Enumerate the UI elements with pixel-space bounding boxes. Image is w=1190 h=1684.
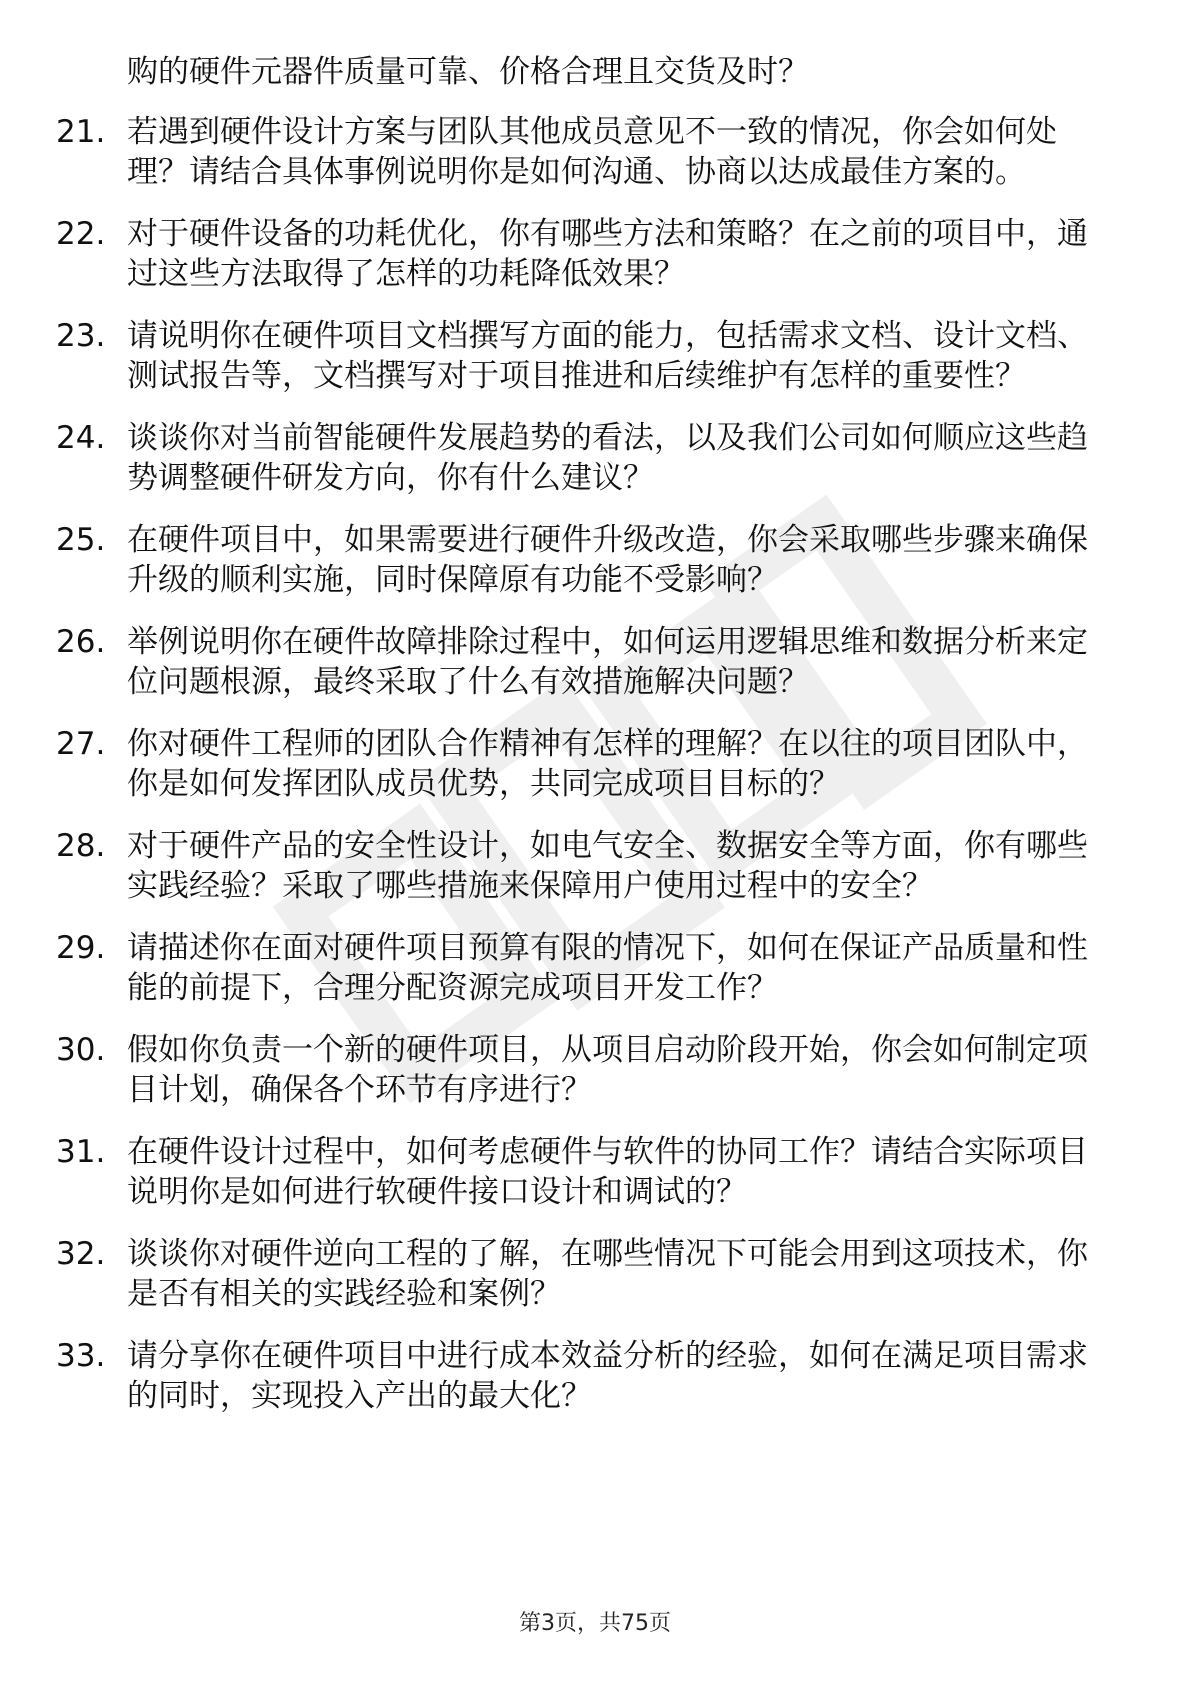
question-number: 21. [56,114,106,150]
question-text: 对于硬件设备的功耗优化，你有哪些方法和策略？在之前的项目中，通过这些方法取得了怎样的功耗降低效果？ [127,216,1088,292]
question-item [0,112,1190,192]
question-text: 在硬件设计过程中，如何考虑硬件与软件的协同工作？请结合实际项目说明你是如何进行软硬件接口设计和调试的？ [127,1134,1088,1210]
question-item [0,1336,1190,1416]
page-footer: 第3页，共75页 [519,1611,671,1636]
question-item [0,826,1190,906]
question-number: 22. [56,216,106,252]
question-item [0,418,1190,498]
question-number: 31. [56,1134,106,1170]
question-item [0,316,1190,396]
question-text: 谈谈你对当前智能硬件发展趋势的看法，以及我们公司如何顺应这些趋势调整硬件研发方向，你有什么建议？ [127,420,1088,496]
question-text: 若遇到硬件设计方案与团队其他成员意见不一致的情况，你会如何处理？请结合具体事例说明你是如何沟通、协商以达成最佳方案的。 [127,114,1057,190]
question-text: 请分享你在硬件项目中进行成本效益分析的经验，如何在满足项目需求的同时，实现投入产出的最大化？ [127,1338,1088,1414]
question-item [0,214,1190,294]
question-number: 26. [56,624,106,660]
question-list [0,112,1190,1438]
question-text: 请描述你在面对硬件项目预算有限的情况下，如何在保证产品质量和性能的前提下，合理分配资源完成项目开发工作？ [127,930,1088,1006]
question-number: 25. [56,522,106,558]
question-item [0,622,1190,702]
question-number: 24. [56,420,106,456]
question-text: 在硬件项目中，如果需要进行硬件升级改造，你会采取哪些步骤来确保升级的顺利实施，同时保障原有功能不受影响？ [127,522,1088,598]
question-item [0,1234,1190,1314]
question-number: 32. [56,1236,106,1272]
question-item [0,724,1190,804]
question-text: 谈谈你对硬件逆向工程的了解，在哪些情况下可能会用到这项技术，你是否有相关的实践经验和案例？ [127,1236,1088,1312]
question-text: 举例说明你在硬件故障排除过程中，如何运用逻辑思维和数据分析来定位问题根源，最终采取了什么有效措施解决问题？ [127,624,1088,700]
question-text: 你对硬件工程师的团队合作精神有怎样的理解？在以往的项目团队中，你是如何发挥团队成员优势，共同完成项目目标的？ [127,726,1088,802]
question-number: 29. [56,930,106,966]
question-number: 23. [56,318,106,354]
question-number: 28. [56,828,106,864]
question-text: 假如你负责一个新的硬件项目，从项目启动阶段开始，你会如何制定项目计划，确保各个环节有序进行？ [127,1032,1088,1108]
question-number: 30. [56,1032,106,1068]
question-number: 27. [56,726,106,762]
question-number: 33. [56,1338,106,1374]
question-item [0,928,1190,1008]
question-item [0,520,1190,600]
question-item [0,1132,1190,1212]
question-text: 对于硬件产品的安全性设计，如电气安全、数据安全等方面，你有哪些实践经验？采取了哪些措施来保障用户使用过程中的安全？ [127,828,1088,904]
question-item [0,1030,1190,1110]
question-text: 请说明你在硬件项目文档撰写方面的能力，包括需求文档、设计文档、测试报告等，文档撰写对于项目推进和后续维护有怎样的重要性？ [127,318,1088,394]
continuation-text: 购的硬件元器件质量可靠、价格合理且交货及时？ [127,54,809,90]
